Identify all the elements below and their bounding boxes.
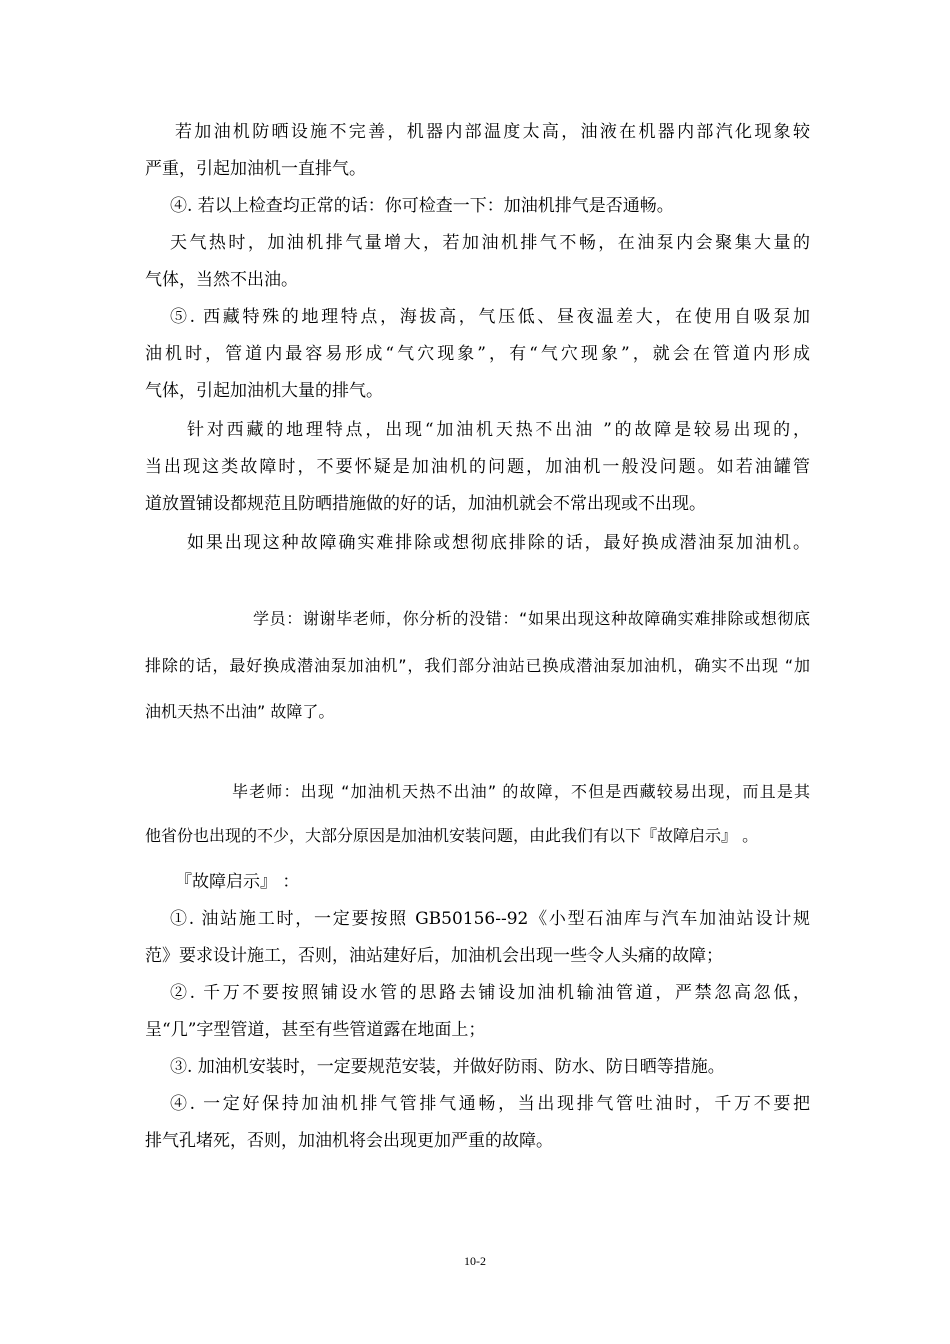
paragraph-line: 道放置铺设都规范且防晒措施做的好的话，加油机就会不常出现或不出现。 bbox=[145, 494, 706, 514]
section-heading: 『故障启示』 ： bbox=[175, 872, 300, 892]
dialogue-line: 他省份也出现的不少，大部分原因是加油机安装问题，由此我们有以下『故障启示』 。 bbox=[145, 826, 759, 845]
paragraph-line: 气体，引起加油机大量的排气。 bbox=[145, 381, 383, 401]
paragraph-line: ②. 千万不要按照铺设水管的思路去铺设加油机输油管道，严禁忽高忽低， bbox=[170, 983, 810, 1003]
dialogue-line: 油机天热不出油” 故障了。 bbox=[145, 702, 335, 721]
page-number: 10-2 bbox=[464, 1254, 486, 1268]
paragraph-line: 当出现这类故障时，不要怀疑是加油机的问题，加油机一般没问题。如若油罐管 bbox=[145, 457, 810, 477]
dialogue-line: 排除的话，最好换成潜油泵加油机”，我们部分油站已换成潜油泵加油机，确实不出现 “加 bbox=[145, 656, 810, 675]
dialogue-line: 毕老师：出现 “加油机天热不出油” 的故障，不但是西藏较易出现，而且是其 bbox=[232, 782, 810, 801]
paragraph-line: 针对西藏的地理特点，出现“加油机天热不出油 ”的故障是较易出现的， bbox=[187, 420, 810, 440]
paragraph-line: ③. 加油机安装时，一定要规范安装，并做好防雨、防水、防日晒等措施。 bbox=[170, 1057, 725, 1077]
paragraph-line: ⑤. 西藏特殊的地理特点，海拔高，气压低、昼夜温差大，在使用自吸泵加 bbox=[170, 307, 810, 327]
paragraph-line: ④. 一定好保持加油机排气管排气通畅，当出现排气管吐油时，千万不要把 bbox=[170, 1094, 810, 1114]
paragraph-line: 严重，引起加油机一直排气。 bbox=[145, 159, 366, 179]
dialogue-line: 学员：谢谢毕老师，你分析的没错：“如果出现这种故障确实难排除或想彻底 bbox=[253, 609, 810, 628]
paragraph-line: 天气热时，加油机排气量增大，若加油机排气不畅，在油泵内会聚集大量的 bbox=[170, 233, 810, 253]
paragraph-line: 若加油机防晒设施不完善，机器内部温度太高，油液在机器内部汽化现象较 bbox=[175, 122, 810, 142]
paragraph-line: ①. 油站施工时，一定要按照 GB50156--92《小型石油库与汽车加油站设计规 bbox=[170, 909, 810, 929]
paragraph-line: 范》要求设计施工，否则，油站建好后，加油机会出现一些令人头痛的故障； bbox=[145, 946, 723, 966]
paragraph-line: 如果出现这种故障确实难排除或想彻底排除的话，最好换成潜油泵加油机。 bbox=[187, 533, 810, 553]
paragraph-line: 排气孔堵死，否则，加油机将会出现更加严重的故障。 bbox=[145, 1131, 553, 1151]
paragraph-line: 呈“几”字型管道，甚至有些管道露在地面上； bbox=[145, 1020, 486, 1040]
paragraph-line: 气体，当然不出油。 bbox=[145, 270, 298, 290]
paragraph-line: ④. 若以上检查均正常的话：你可检查一下：加油机排气是否通畅。 bbox=[170, 196, 674, 216]
paragraph-line: 油机时，管道内最容易形成“气穴现象”，有“气穴现象”，就会在管道内形成 bbox=[145, 344, 810, 364]
